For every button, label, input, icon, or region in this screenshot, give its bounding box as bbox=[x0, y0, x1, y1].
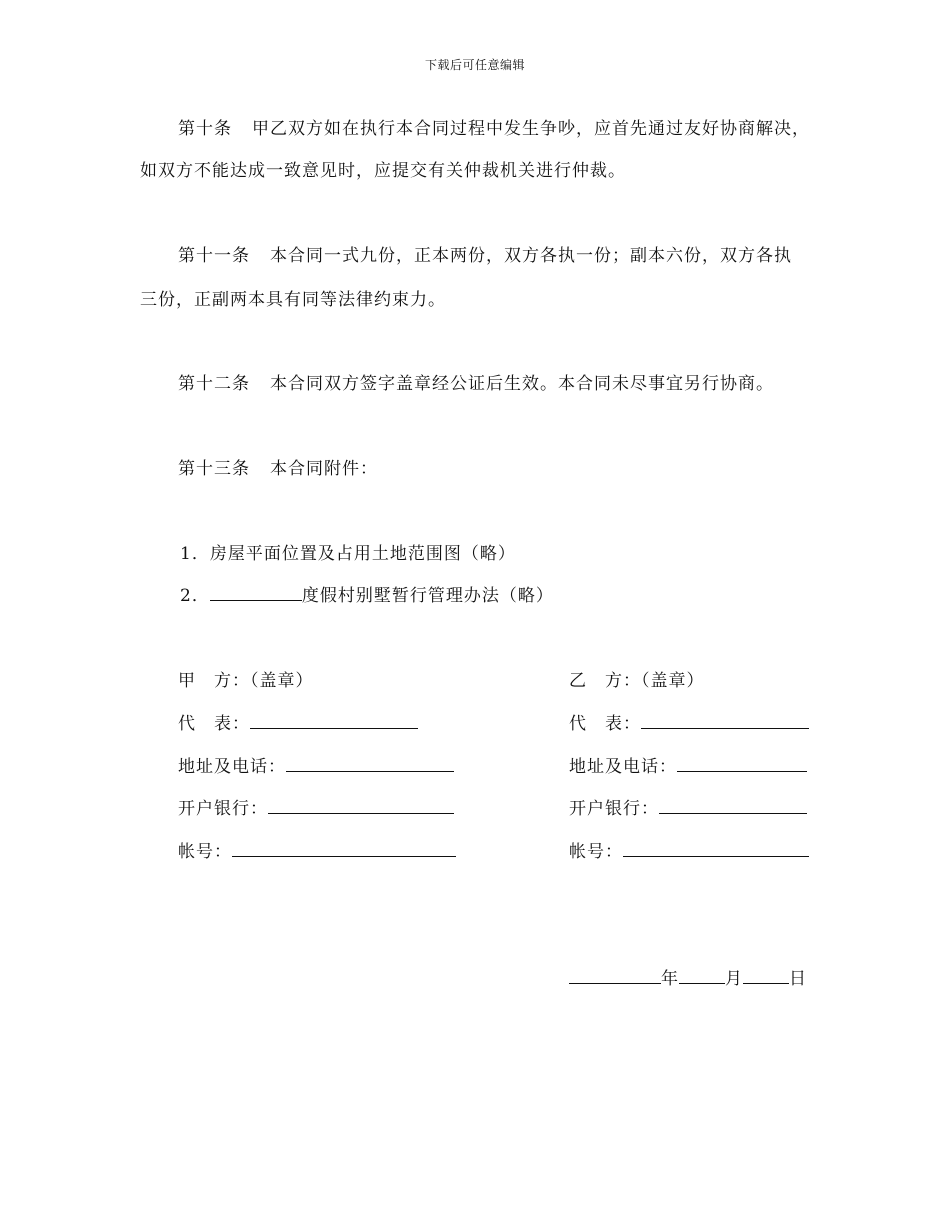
party-b-rep-row bbox=[569, 709, 809, 734]
article-13-text: 本合同附件： bbox=[270, 459, 378, 479]
date-day-blank bbox=[743, 968, 789, 984]
party-b-bank-row bbox=[569, 794, 807, 819]
party-b-account-row bbox=[569, 837, 809, 862]
page-header-note: 下载后可任意编辑 bbox=[424, 58, 525, 72]
party-a-bank-row bbox=[178, 794, 454, 819]
attachment-name-blank bbox=[210, 585, 302, 601]
article-13-line bbox=[178, 454, 378, 479]
party-a-account-row bbox=[178, 837, 456, 862]
party-b-account-label: 帐号： bbox=[569, 842, 623, 862]
party-a-addr-row bbox=[178, 752, 454, 777]
party-a-name-label: 甲 方：（盖章） bbox=[178, 671, 314, 691]
party-a-bank-label: 开户银行： bbox=[178, 799, 268, 819]
article-11-label: 第十一条 bbox=[178, 246, 250, 266]
party-a-account-label: 帐号： bbox=[178, 842, 232, 862]
attachment-text: 度假村别墅暂行管理办法（略） bbox=[301, 586, 554, 606]
party-b-addr-blank bbox=[677, 756, 807, 772]
date-year-label: 年 bbox=[661, 969, 679, 989]
party-a-rep-label: 代 表： bbox=[178, 714, 250, 734]
article-10-label: 第十条 bbox=[178, 119, 232, 139]
date-month-label: 月 bbox=[725, 969, 743, 989]
party-a-rep-row bbox=[178, 709, 418, 734]
attachment-number: 1． bbox=[180, 544, 210, 564]
party-a-bank-blank bbox=[268, 798, 454, 814]
party-b-rep-label: 代 表： bbox=[569, 714, 641, 734]
attachment-item-1 bbox=[180, 539, 516, 564]
article-11-text-1: 本合同一式九份，正本两份，双方各执一份；副本六份，双方各执 bbox=[270, 246, 792, 266]
party-b-account-blank bbox=[623, 841, 809, 857]
party-a-addr-blank bbox=[286, 756, 454, 772]
party-b-name-label: 乙 方：（盖章） bbox=[569, 671, 705, 691]
article-12-label: 第十二条 bbox=[178, 374, 250, 394]
date-year-blank bbox=[569, 968, 661, 984]
party-b-bank-label: 开户银行： bbox=[569, 799, 659, 819]
attachment-number: 2． bbox=[180, 586, 210, 606]
article-10-line-1 bbox=[178, 114, 810, 139]
article-11-line-1 bbox=[178, 241, 792, 266]
date-month-blank bbox=[679, 968, 725, 984]
article-13-label: 第十三条 bbox=[178, 459, 250, 479]
party-a-addr-label: 地址及电话： bbox=[178, 757, 286, 777]
party-a-rep-blank bbox=[250, 713, 418, 729]
party-b-rep-blank bbox=[641, 713, 809, 729]
party-b-addr-row bbox=[569, 752, 807, 777]
article-11-text-2: 三份，正副两本具有同等法律约束力。 bbox=[140, 290, 446, 310]
party-b-bank-blank bbox=[659, 798, 807, 814]
attachment-text: 房屋平面位置及占用土地范围图（略） bbox=[209, 544, 516, 564]
party-a-account-blank bbox=[232, 841, 456, 857]
signing-date bbox=[569, 964, 807, 989]
attachment-item-2 bbox=[180, 581, 554, 606]
date-day-label: 日 bbox=[789, 969, 807, 989]
article-12-line bbox=[178, 369, 774, 394]
party-b-addr-label: 地址及电话： bbox=[569, 757, 677, 777]
article-12-text: 本合同双方签字盖章经公证后生效。本合同未尽事宜另行协商。 bbox=[270, 374, 774, 394]
article-10-text-1: 甲乙双方如在执行本合同过程中发生争吵，应首先通过友好协商解决， bbox=[252, 119, 810, 139]
article-10-text-2: 如双方不能达成一致意见时，应提交有关仲裁机关进行仲裁。 bbox=[140, 161, 626, 181]
